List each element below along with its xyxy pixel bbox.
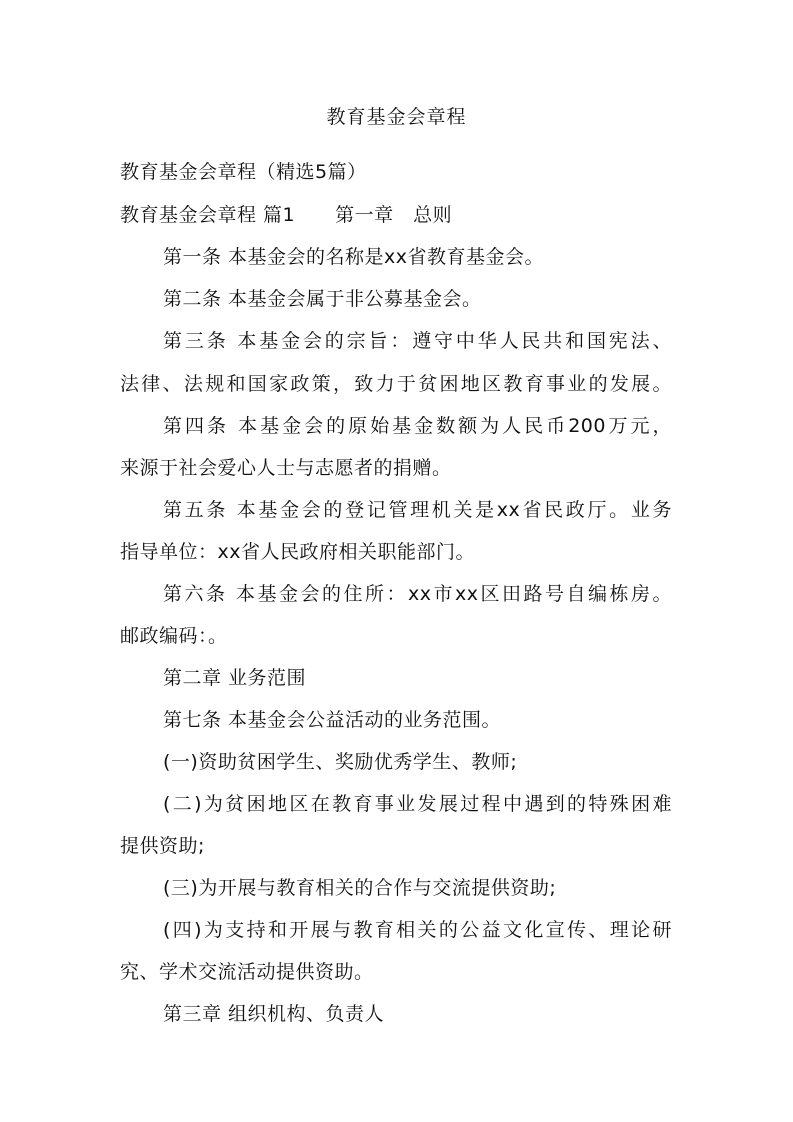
list-item: (三)为开展与教育相关的合作与交流提供资助; (163, 877, 557, 899)
paragraph-line: 来源于社会爱心人士与志愿者的捐赠。 (120, 457, 452, 479)
chapter-three-heading: 第三章 组织机构、负责人 (163, 1003, 385, 1025)
paragraph-line: 邮政编码：。 (120, 625, 228, 647)
document-title: 教育基金会章程 (326, 106, 467, 128)
chapter-one-heading: 第一章 总则 (335, 204, 453, 226)
list-item-line: 究、学术交流活动提供资助。 (120, 961, 374, 983)
list-item-line: 提供资助; (120, 835, 205, 857)
paragraph-line: 第三条 本基金会的宗旨：遵守中华人民共和国宪法、 (163, 330, 672, 352)
paragraph: 第二条 本基金会属于非公募基金会。 (163, 288, 482, 310)
paragraph-line: 第四条 本基金会的原始基金数额为人民币200万元， (163, 415, 672, 437)
paragraph-line: 法律、法规和国家政策，致力于贫困地区教育事业的发展。 (120, 373, 672, 395)
paragraph-line: 第六条 本基金会的住所：xx市xx区田路号自编栋房。 (163, 583, 672, 605)
chapter-two-heading: 第二章 业务范围 (163, 667, 307, 689)
document-subtitle: 教育基金会章程（精选5篇） (120, 161, 367, 183)
paragraph-line: 第五条 本基金会的登记管理机关是xx省民政厅。业务 (163, 499, 672, 521)
list-item-line: (二)为贫困地区在教育事业发展过程中遇到的特殊困难 (163, 793, 672, 815)
part-heading (120, 201, 452, 229)
paragraph-line: 指导单位：xx省人民政府相关职能部门。 (120, 541, 475, 563)
list-item-line: (四)为支持和开展与教育相关的公益文化宣传、理论研 (163, 919, 672, 941)
list-item: (一)资助贫困学生、奖励优秀学生、教师; (163, 751, 518, 773)
paragraph: 第一条 本基金会的名称是xx省教育基金会。 (163, 246, 545, 268)
paragraph: 第七条 本基金会公益活动的业务范围。 (163, 709, 502, 731)
part-heading-label: 教育基金会章程 篇1 (120, 204, 296, 226)
